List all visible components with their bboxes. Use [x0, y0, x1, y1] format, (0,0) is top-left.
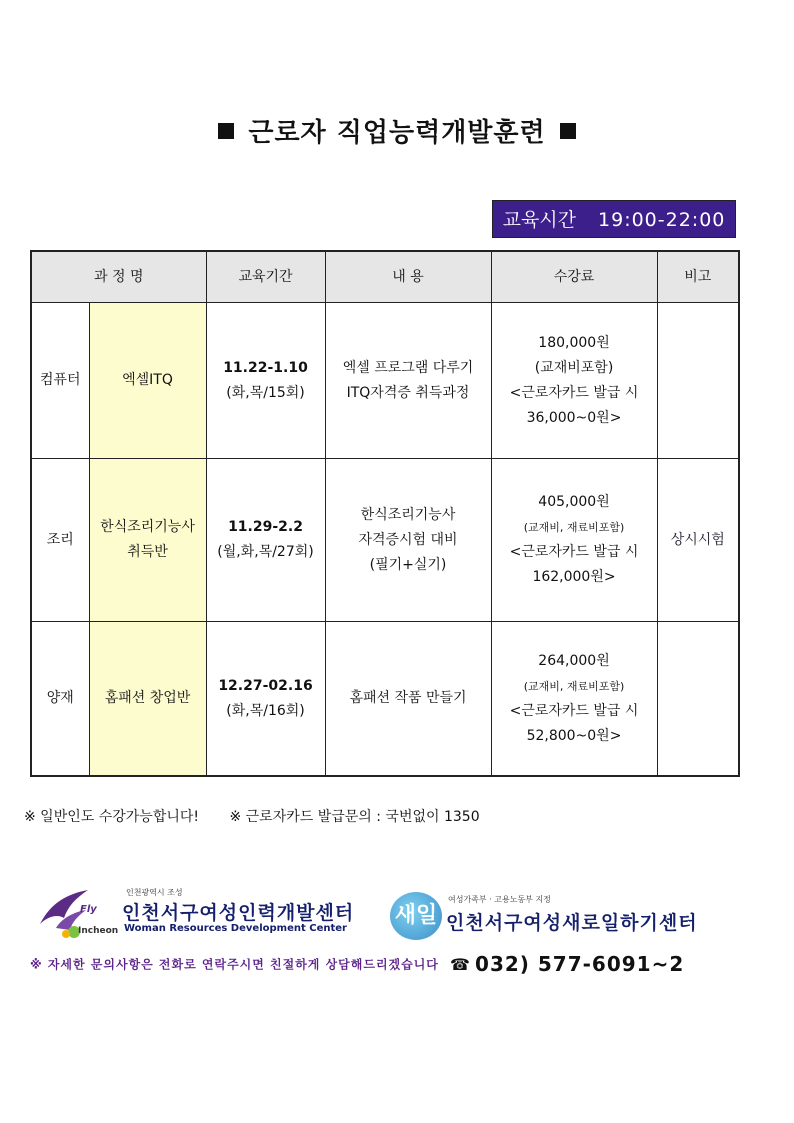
note-cell: 상시시험 [657, 459, 739, 622]
fee-cell [491, 459, 657, 622]
saeil-badge-icon: 새일 [390, 892, 442, 940]
square-bullet-icon [218, 123, 234, 139]
left-logo-name: 인천서구여성인력개발센터 [122, 902, 355, 924]
contact-phone: 032) 577-6091~2 [475, 952, 685, 976]
note-cell [657, 303, 739, 459]
phone-icon: ☎ [450, 954, 470, 974]
notice-general: ※ 일반인도 수강가능합니다! [24, 809, 200, 825]
incheon-text: Incheon [78, 926, 119, 936]
content-line: 자격증시험 대비 [358, 531, 458, 548]
period-cell [206, 622, 325, 777]
fee-line: 36,000~0원> [526, 409, 622, 426]
class-time-box [492, 200, 736, 238]
course-name-line: 한식조리기능사 [100, 519, 195, 535]
content-cell [325, 459, 491, 622]
right-logo-name: 인천서구여성새로일하기센터 [446, 912, 698, 934]
fee-line: <근로자카드 발급 시 [509, 702, 639, 719]
content-line: 홈패션 작품 만들기 [349, 690, 467, 706]
page-title-text: 근로자 직업능력개발훈련 [248, 118, 546, 148]
fee-line: (교재비포함) [534, 359, 614, 376]
fee-line: <근로자카드 발급 시 [509, 544, 639, 560]
note-cell [657, 622, 739, 777]
period-dates: 11.22-1.10 [223, 359, 308, 376]
course-name-line: 홈패션 창업반 [104, 690, 191, 706]
fee-cell [491, 303, 657, 459]
period-schedule: (월,화,목/27회) [217, 544, 314, 560]
table-row [31, 303, 739, 459]
square-bullet-icon [560, 123, 576, 139]
period-schedule: (화,목/16회) [226, 702, 305, 719]
course-name-cell [89, 622, 206, 777]
period-dates: 12.27-02.16 [218, 677, 313, 694]
table-row [31, 459, 739, 622]
page-title [0, 112, 794, 149]
header-content: 내 용 [325, 251, 491, 303]
fee-line: 264,000원 [538, 652, 610, 669]
period-dates: 11.29-2.2 [228, 519, 303, 535]
header-course: 과 정 명 [31, 251, 206, 303]
fee-line: (교재비, 재료비포함) [523, 521, 625, 534]
fee-line: (교재비, 재료비포함) [523, 679, 625, 693]
period-schedule: (화,목/15회) [226, 384, 305, 401]
saeil-center-logo [390, 892, 720, 944]
course-name-line: 취득반 [127, 544, 168, 560]
fee-line: <근로자카드 발급 시 [509, 384, 639, 401]
contact-message: ※ 자세한 문의사항은 전화로 연락주시면 친절하게 상담해드리겠습니다 [30, 957, 439, 972]
content-line: 한식조리기능사 [360, 506, 456, 523]
fly-script-text: Fly [80, 904, 97, 915]
fee-line: 180,000원 [538, 334, 610, 351]
right-logo-small-text: 여성가족부 · 고용노동부 지정 [448, 895, 551, 904]
header-note: 비고 [657, 251, 739, 303]
period-cell [206, 303, 325, 459]
class-time-label: 교육시간 [502, 209, 577, 231]
header-fee: 수강료 [491, 251, 657, 303]
content-line: (필기+실기) [369, 556, 447, 573]
category-cell: 조리 [31, 459, 89, 622]
period-cell [206, 459, 325, 622]
course-name-cell [89, 459, 206, 622]
content-line: 엑셀 프로그램 다루기 [342, 359, 474, 376]
fee-line: 405,000원 [538, 494, 610, 510]
left-logo-english: Woman Resources Development Center [124, 923, 347, 934]
left-logo-small-text: 인천광역시 조성 [126, 888, 183, 897]
category-cell: 컴퓨터 [31, 303, 89, 459]
course-name-cell [89, 303, 206, 459]
content-cell [325, 622, 491, 777]
notice-card-inquiry: ※ 근로자카드 발급문의 : 국번없이 1350 [229, 809, 480, 825]
fee-line: 52,800~0원> [526, 727, 622, 744]
category-cell: 양재 [31, 622, 89, 777]
content-cell [325, 303, 491, 459]
fee-line: 162,000원> [532, 569, 616, 585]
course-schedule-table [30, 250, 740, 777]
womens-resources-center-logo [36, 884, 356, 944]
content-line: ITQ자격증 취득과정 [346, 384, 470, 401]
table-header-row [31, 251, 739, 303]
contact-line [30, 952, 770, 976]
class-time-value: 19:00-22:00 [598, 209, 726, 231]
fee-cell [491, 622, 657, 777]
header-period: 교육기간 [206, 251, 325, 303]
notice-line [24, 806, 506, 826]
table-row [31, 622, 739, 777]
course-name-line: 엑셀ITQ [122, 372, 173, 388]
